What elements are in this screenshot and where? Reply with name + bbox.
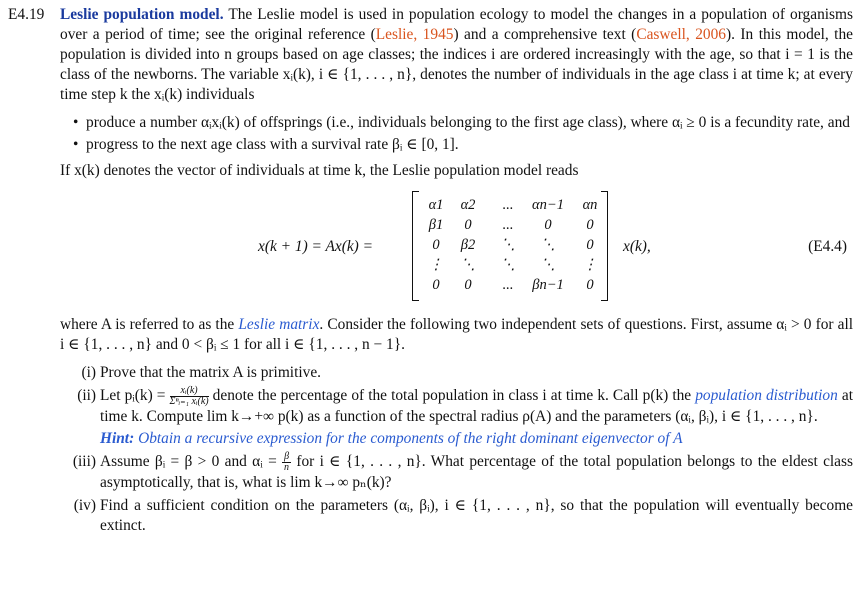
where-text: [60, 315, 853, 355]
fraction-denominator: n: [284, 462, 290, 473]
reference-caswell-link[interactable]: Caswell, 2006: [636, 26, 726, 43]
bullet-item: • produce a number αᵢxᵢ(k) of offsprings (i.e., individuals belonging to the first age class), where αᵢ ≥ 0 is a fecundity rate, and: [86, 113, 853, 133]
matrix-cell: ...: [502, 217, 514, 233]
matrix-cell: ...: [502, 197, 514, 213]
equation-e4-4: [8, 191, 853, 309]
question-label: (ii): [77, 387, 96, 404]
bullet-item: • progress to the next age class with a survival rate βᵢ ∈ [0, 1].: [86, 135, 853, 155]
matrix-cell: β2: [460, 237, 476, 253]
question-i: [60, 363, 853, 383]
question-label: (iv): [73, 497, 96, 514]
matrix-cell: αn: [582, 197, 598, 213]
hint-label: Hint:: [100, 430, 135, 447]
question-iii: [60, 452, 853, 493]
matrix-cell: ⋱: [460, 257, 476, 273]
equation-tag: (E4.4): [808, 238, 847, 255]
question-iv: [60, 496, 853, 536]
matrix-cell: ⋱: [540, 237, 556, 253]
reference-leslie-link[interactable]: Leslie, 1945: [375, 26, 454, 43]
equation-rhs: x(k),: [623, 238, 651, 255]
matrix-cell: α2: [460, 197, 476, 213]
matrix-cell: ⋱: [500, 237, 516, 253]
exercise-intro: [60, 5, 853, 105]
question-ii: [60, 386, 853, 449]
question-label: (i): [81, 364, 96, 381]
matrix-cell: β1: [428, 217, 444, 233]
intro-text-c: ). In this model, the population is divided into n groups based on age classes; the indices i are ordered increasingly with the age, so that i = 1 is the class of the newborns. The variable xᵢ(k), i ∈ {1, . . . , n}, denotes the number of individuals in the age class i at time k; at every time step k the xᵢ(k) individuals: [60, 26, 853, 103]
matrix-cell: 0: [586, 217, 594, 233]
where-text-b: . Consider the following two independent sets of questions. First, assume αᵢ > 0 for all i ∈ {1, . . . , n} and 0 < βᵢ ≤ 1 for all i ∈ {1, . . . , n − 1}.: [60, 316, 854, 353]
matrix-cell: βn−1: [532, 277, 564, 293]
question-post: for i ∈ {1, . . . , n}. What percentage of the total population belongs to the eldest class asymptotically, that is, what is lim k→∞ pₙ(k)?: [100, 453, 853, 491]
intro-text-a: The Leslie model is used in population ecology to model the changes in a population of organisms over a period of time; see the original reference (: [60, 6, 853, 43]
exercise-title: Leslie population model.: [60, 6, 224, 23]
matrix-cell: ...: [502, 277, 514, 293]
matrix-cell: 0: [586, 277, 594, 293]
matrix-cell: α1: [428, 197, 444, 213]
hint-text: Obtain a recursive expression for the components of the right dominant eigenvector of A: [138, 430, 683, 447]
where-text-a: where A is referred to as the: [60, 316, 239, 333]
exercise-block: [8, 5, 853, 539]
lead-in-text: If x(k) denotes the vector of individuals at time k, the Leslie population model reads: [60, 162, 579, 179]
alpha-fraction: [282, 452, 291, 473]
population-distribution-term[interactable]: population distribution: [695, 387, 838, 405]
matrix-cell: ⋮: [428, 257, 444, 273]
equation-lhs: x(k + 1) = Ax(k) =: [258, 238, 374, 255]
question-post: at time k. Compute lim k→+∞ p(k) as a function of the spectral radius ρ(A) and the parameters (αᵢ, βᵢ), i ∈ {1, . . . , n}.: [100, 387, 853, 425]
intro-text-b: ) and a comprehensive text (: [453, 26, 637, 43]
matrix-cell: ⋱: [540, 257, 556, 273]
fraction-denominator: Σⁿᵢ₌₁ xᵢ(k): [169, 396, 209, 407]
matrix-cell: ⋮: [582, 257, 598, 273]
fraction-numerator: xᵢ(k): [170, 386, 209, 397]
question-mid: denote the percentage of the total population in class i at time k. Call p(k) the: [208, 387, 696, 405]
bullet-list: [86, 113, 853, 155]
matrix-cell: 0: [544, 217, 552, 233]
matrix-cell: αn−1: [532, 197, 564, 213]
matrix-cell: 0: [432, 237, 440, 253]
matrix-cell: 0: [586, 237, 594, 253]
question-text: Find a sufficient condition on the parameters (αᵢ, βᵢ), i ∈ {1, . . . , n}, so that the population will eventually become extinct.: [100, 497, 853, 534]
hint-line: [100, 429, 853, 449]
question-label: (iii): [72, 453, 96, 470]
question-list: [60, 363, 853, 536]
percentage-fraction: [170, 386, 209, 407]
question-text: Prove that the matrix A is primitive.: [100, 364, 321, 381]
leslie-matrix: [410, 191, 610, 301]
leslie-matrix-term[interactable]: Leslie matrix: [238, 316, 320, 333]
question-pre: Assume βᵢ = β > 0 and αᵢ =: [100, 453, 277, 471]
question-pre: Let pᵢ(k) =: [100, 387, 166, 405]
matrix-cell: 0: [464, 217, 472, 233]
matrix-cell: ⋱: [500, 257, 516, 273]
fraction-numerator: β: [284, 451, 290, 462]
matrix-cell: 0: [464, 277, 472, 293]
exercise-number: E4.19: [8, 6, 45, 23]
matrix-cell: 0: [432, 277, 440, 293]
